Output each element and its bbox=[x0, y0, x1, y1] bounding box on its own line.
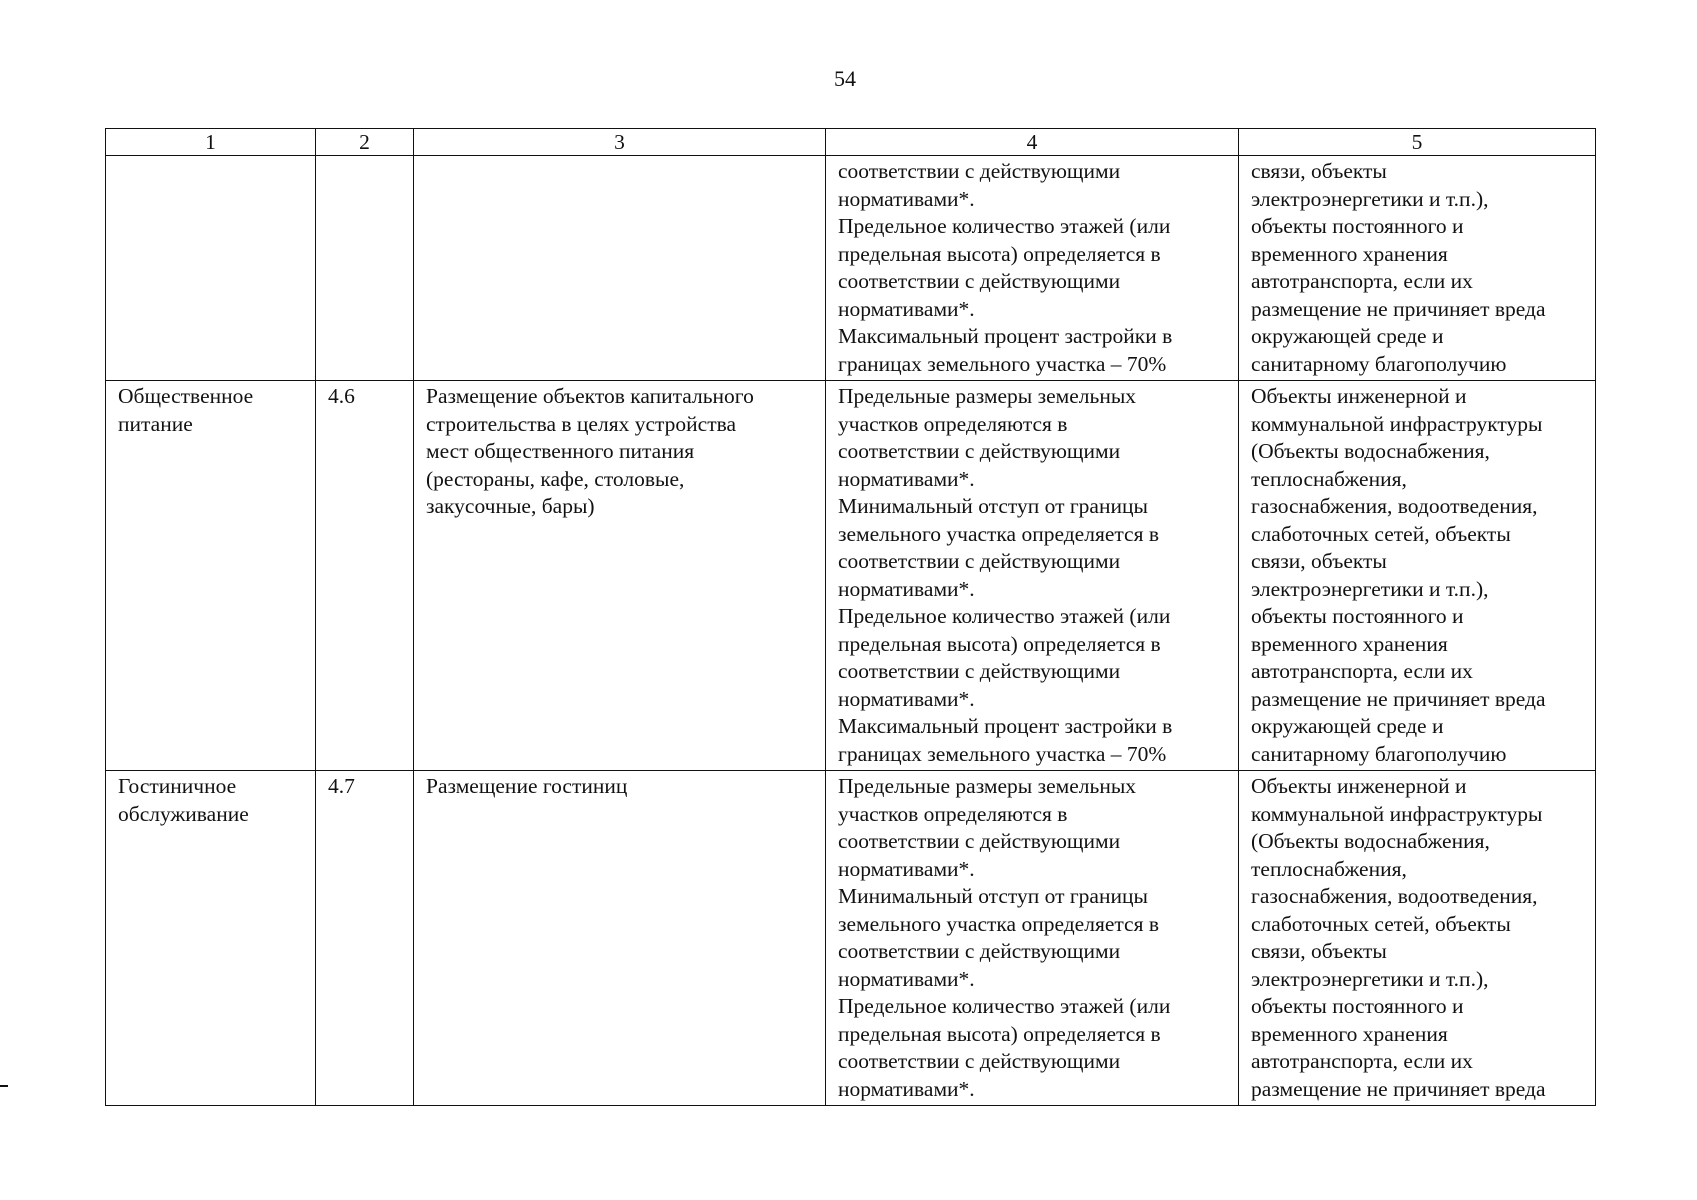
permitted-parameters-line: соответствии с действующими bbox=[838, 439, 1121, 463]
permitted-parameters-line: соответствии с действующими bbox=[838, 269, 1121, 293]
use-type-description-line: закусочные, бары) bbox=[426, 494, 595, 518]
permitted-parameters-line: нормативами*. bbox=[838, 966, 975, 991]
auxiliary-uses-line: связи, объекты bbox=[1251, 159, 1387, 183]
auxiliary-uses-cell bbox=[1239, 771, 1596, 1106]
use-type-code: 4.7 bbox=[328, 774, 355, 798]
permitted-parameters-line: соответствии с действующими bbox=[838, 1049, 1121, 1073]
permitted-parameters-line: Предельное количество этажей (или bbox=[838, 604, 1171, 628]
auxiliary-uses-line: электроэнергетики и т.п.), bbox=[1251, 966, 1489, 991]
auxiliary-uses-line: коммунальной инфраструктуры bbox=[1251, 801, 1543, 826]
permitted-parameters-line: нормативами*. bbox=[838, 576, 975, 601]
permitted-parameters-line: нормативами*. bbox=[838, 296, 975, 321]
auxiliary-uses-line: временного хранения bbox=[1251, 1021, 1448, 1046]
use-type-description-cell bbox=[414, 381, 826, 771]
use-type-description-cell bbox=[414, 156, 826, 381]
permitted-parameters-line: Максимальный процент застройки в bbox=[838, 714, 1173, 738]
permitted-parameters-line: Минимальный отступ от границы bbox=[838, 884, 1148, 908]
auxiliary-uses-line: электроэнергетики и т.п.), bbox=[1251, 576, 1489, 601]
auxiliary-uses-cell bbox=[1239, 156, 1596, 381]
permitted-parameters-cell bbox=[826, 381, 1239, 771]
auxiliary-uses-line: временного хранения bbox=[1251, 241, 1448, 266]
header-cell-5: 5 bbox=[1239, 129, 1596, 156]
auxiliary-uses-line: связи, объекты bbox=[1251, 549, 1387, 573]
use-type-name-line: Гостиничное bbox=[118, 774, 237, 798]
auxiliary-uses-line: размещение не причиняет вреда bbox=[1251, 296, 1546, 321]
header-row bbox=[106, 129, 1596, 156]
permitted-parameters-cell bbox=[826, 156, 1239, 381]
auxiliary-uses-line: автотранспорта, если их bbox=[1251, 659, 1473, 683]
auxiliary-uses-line: газоснабжения, водоотведения, bbox=[1251, 884, 1538, 908]
use-type-name-cell bbox=[106, 381, 316, 771]
use-type-name-line: обслуживание bbox=[118, 801, 249, 826]
auxiliary-uses-line: окружающей среде и bbox=[1251, 324, 1444, 348]
use-type-description-line: строительства в целях устройства bbox=[426, 411, 737, 436]
permitted-parameters-line: соответствии с действующими bbox=[838, 829, 1121, 853]
use-type-code-cell bbox=[316, 771, 414, 1106]
header-cell-2: 2 bbox=[316, 129, 414, 156]
auxiliary-uses-line: окружающей среде и bbox=[1251, 714, 1444, 738]
use-type-code-cell bbox=[316, 156, 414, 381]
margin-mark bbox=[0, 1085, 8, 1087]
use-type-description-line: мест общественного питания bbox=[426, 439, 695, 463]
permitted-parameters-line: Минимальный отступ от границы bbox=[838, 494, 1148, 518]
table-row bbox=[106, 771, 1596, 1106]
use-type-code-cell bbox=[316, 381, 414, 771]
permitted-parameters-line: участков определяются в bbox=[838, 801, 1068, 826]
land-use-table bbox=[105, 128, 1596, 1106]
auxiliary-uses-line: слаботочных сетей, объекты bbox=[1251, 911, 1511, 936]
use-type-name-cell bbox=[106, 156, 316, 381]
use-type-name-cell bbox=[106, 771, 316, 1106]
auxiliary-uses-line: санитарному благополучию bbox=[1251, 741, 1507, 766]
auxiliary-uses-line: автотранспорта, если их bbox=[1251, 269, 1473, 293]
permitted-parameters-line: соответствии с действующими bbox=[838, 939, 1121, 963]
use-type-description-line: Размещение объектов капитального bbox=[426, 384, 754, 408]
page-number: 54 bbox=[834, 66, 856, 91]
permitted-parameters-line: предельная высота) определяется в bbox=[838, 631, 1161, 656]
table-row bbox=[106, 156, 1596, 381]
permitted-parameters-line: предельная высота) определяется в bbox=[838, 241, 1161, 266]
permitted-parameters-line: земельного участка определяется в bbox=[838, 911, 1159, 936]
permitted-parameters-line: соответствии с действующими bbox=[838, 549, 1121, 573]
auxiliary-uses-line: размещение не причиняет вреда bbox=[1251, 686, 1546, 711]
auxiliary-uses-line: связи, объекты bbox=[1251, 939, 1387, 963]
auxiliary-uses-line: автотранспорта, если их bbox=[1251, 1049, 1473, 1073]
permitted-parameters-line: Максимальный процент застройки в bbox=[838, 324, 1173, 348]
permitted-parameters-line: Предельное количество этажей (или bbox=[838, 214, 1171, 238]
auxiliary-uses-line: (Объекты водоснабжения, bbox=[1251, 829, 1490, 853]
permitted-parameters-line: границах земельного участка – 70% bbox=[838, 741, 1167, 766]
permitted-parameters-line: нормативами*. bbox=[838, 856, 975, 881]
auxiliary-uses-line: газоснабжения, водоотведения, bbox=[1251, 494, 1538, 518]
use-type-name-line: Общественное bbox=[118, 384, 254, 408]
use-type-description-line: (рестораны, кафе, столовые, bbox=[426, 466, 685, 491]
header-cell-1: 1 bbox=[106, 129, 316, 156]
auxiliary-uses-line: временного хранения bbox=[1251, 631, 1448, 656]
auxiliary-uses-cell bbox=[1239, 381, 1596, 771]
permitted-parameters-line: соответствии с действующими bbox=[838, 659, 1121, 683]
permitted-parameters-line: участков определяются в bbox=[838, 411, 1068, 436]
auxiliary-uses-line: Объекты инженерной и bbox=[1251, 774, 1467, 798]
auxiliary-uses-line: теплоснабжения, bbox=[1251, 466, 1407, 491]
permitted-parameters-line: нормативами*. bbox=[838, 1076, 975, 1101]
permitted-parameters-line: соответствии с действующими bbox=[838, 159, 1121, 183]
permitted-parameters-line: Предельные размеры земельных bbox=[838, 384, 1137, 408]
use-type-description-cell bbox=[414, 771, 826, 1106]
use-type-description-line: Размещение гостиниц bbox=[426, 774, 628, 798]
auxiliary-uses-line: санитарному благополучию bbox=[1251, 351, 1507, 376]
permitted-parameters-line: земельного участка определяется в bbox=[838, 521, 1159, 546]
permitted-parameters-line: границах земельного участка – 70% bbox=[838, 351, 1167, 376]
permitted-parameters-line: Предельные размеры земельных bbox=[838, 774, 1137, 798]
auxiliary-uses-line: объекты постоянного и bbox=[1251, 604, 1464, 628]
auxiliary-uses-line: коммунальной инфраструктуры bbox=[1251, 411, 1543, 436]
auxiliary-uses-line: слаботочных сетей, объекты bbox=[1251, 521, 1511, 546]
permitted-parameters-line: предельная высота) определяется в bbox=[838, 1021, 1161, 1046]
auxiliary-uses-line: (Объекты водоснабжения, bbox=[1251, 439, 1490, 463]
permitted-parameters-line: нормативами*. bbox=[838, 686, 975, 711]
table-row bbox=[106, 381, 1596, 771]
auxiliary-uses-line: объекты постоянного и bbox=[1251, 994, 1464, 1018]
use-type-code: 4.6 bbox=[328, 384, 355, 408]
permitted-parameters-line: Предельное количество этажей (или bbox=[838, 994, 1171, 1018]
header-cell-4: 4 bbox=[826, 129, 1239, 156]
header-cell-3: 3 bbox=[414, 129, 826, 156]
auxiliary-uses-line: Объекты инженерной и bbox=[1251, 384, 1467, 408]
permitted-parameters-cell bbox=[826, 771, 1239, 1106]
auxiliary-uses-line: размещение не причиняет вреда bbox=[1251, 1076, 1546, 1101]
permitted-parameters-line: нормативами*. bbox=[838, 466, 975, 491]
auxiliary-uses-line: электроэнергетики и т.п.), bbox=[1251, 186, 1489, 211]
permitted-parameters-line: нормативами*. bbox=[838, 186, 975, 211]
auxiliary-uses-line: объекты постоянного и bbox=[1251, 214, 1464, 238]
auxiliary-uses-line: теплоснабжения, bbox=[1251, 856, 1407, 881]
use-type-name-line: питание bbox=[118, 411, 193, 436]
